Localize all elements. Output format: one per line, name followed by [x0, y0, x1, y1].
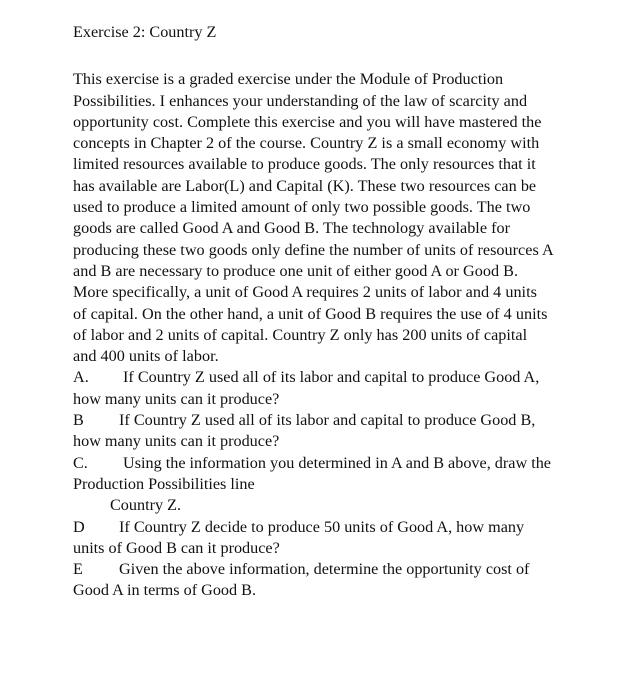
question-c: [73, 453, 553, 517]
document-page: [73, 22, 553, 602]
question-e-text: Given the above information, determine the opportunity cost of Good A in terms of Good B.: [73, 560, 530, 600]
question-a: [73, 367, 553, 410]
question-d: [73, 517, 553, 560]
question-b-label: B: [73, 411, 84, 430]
question-a-label: A.: [73, 368, 89, 387]
question-b: [73, 410, 553, 453]
question-d-text: If Country Z decide to produce 50 units of Good A, how many units of Good B can it produce?: [73, 517, 525, 557]
question-e: [73, 559, 553, 602]
question-c-text: Using the information you determined in A and B above, draw the Production Possibilities line: [73, 453, 551, 493]
exercise-intro: This exercise is a graded exercise under the Module of Production Possibilities. I enhances your understanding of the law of scarcity and opportunity cost. Complete this exercise and you will have mastered the concepts in Chapter 2 of the course. Country Z is a small economy with limited resources available to produce goods. The only resources that it has available are Labor(L) and Capital (K). These two resources can be used to produce a limited amount of only two possible goods. The two goods are called Good A and Good B. The technology available for producing these two goods only define the number of units of resources A and B are necessary to produce one unit of either good A or Good B. More specifically, a unit of Good A requires 2 units of labor and 4 units of capital. On the other hand, a unit of Good B requires the use of 4 units of labor and 2 units of capital. Country Z only has 200 units of capital and 400 units of labor.: [73, 70, 553, 366]
question-c-label: C.: [73, 453, 88, 472]
question-c-continuation: Country Z.: [110, 496, 182, 515]
question-d-label: D: [73, 517, 85, 536]
question-e-label: E: [73, 560, 83, 579]
question-b-text: If Country Z used all of its labor and capital to produce Good B, how many units can it produce?: [73, 411, 536, 451]
exercise-title: Exercise 2: Country Z: [73, 23, 217, 41]
question-a-text: If Country Z used all of its labor and capital to produce Good A, how many units can it produce?: [73, 368, 540, 408]
